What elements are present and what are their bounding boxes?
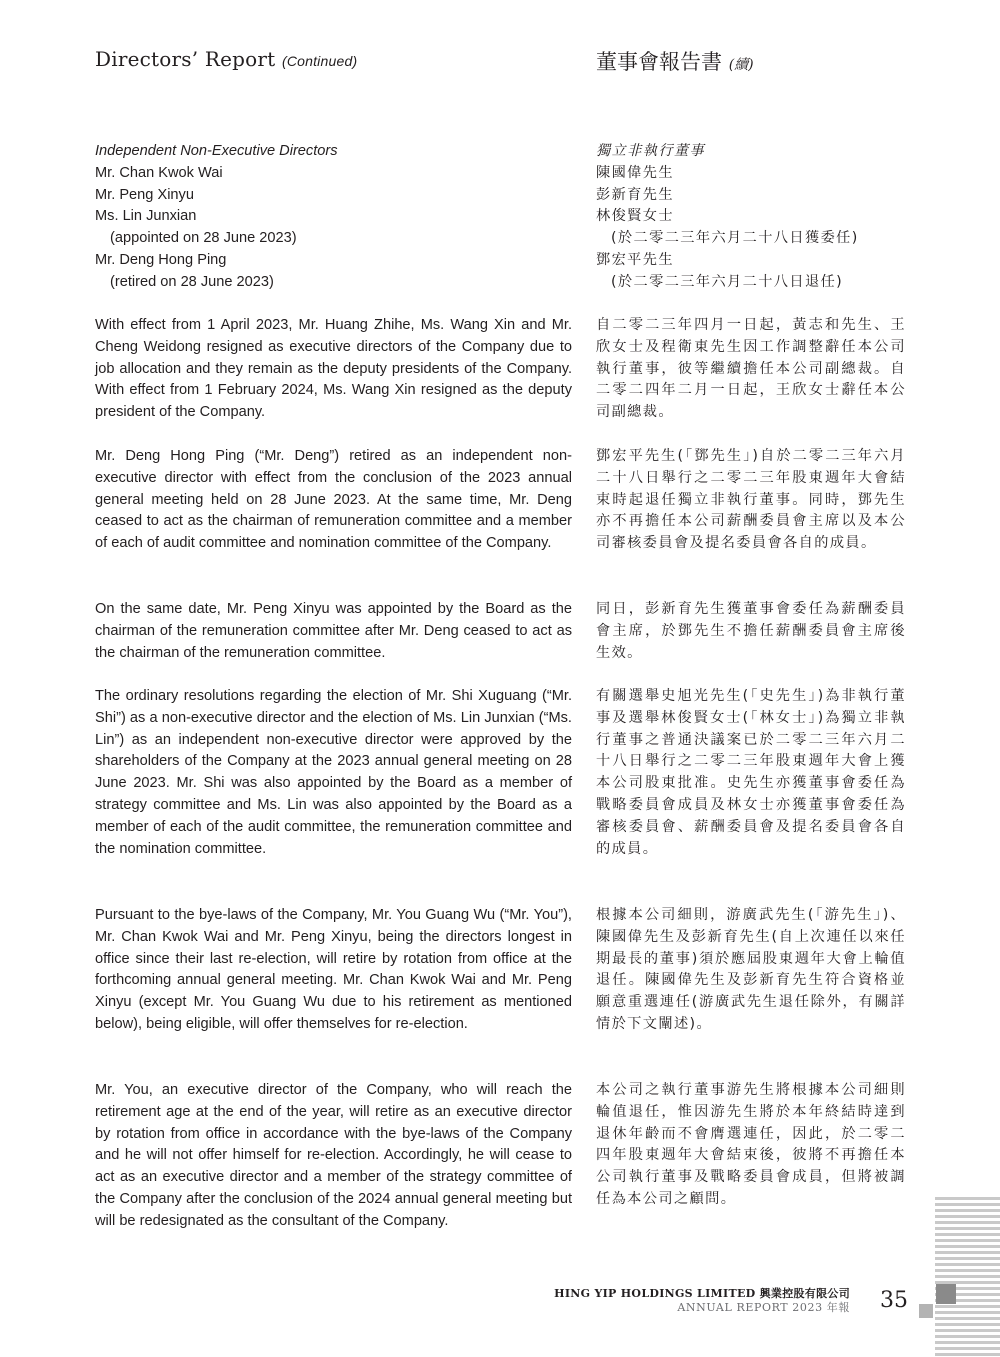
header-continued-zh: (續): [728, 57, 754, 73]
director-line: Mr. Deng Hong Ping: [95, 251, 227, 268]
paragraph-zh-3: 同日，彭新育先生獲董事會委任為薪酬委員會主席，於鄧先生不擔任薪酬委員會主席後生效。: [596, 601, 906, 661]
director-note: (retired on 28 June 2023): [110, 273, 274, 290]
page-header-en: [95, 47, 357, 71]
paragraph-zh-4: 有關選舉史旭光先生(「史先生」)為非執行董事及選舉林俊賢女士(「林女士」)為獨立非執行董事之普通決議案已於二零二三年六月二十八日舉行之二零二三年股東週年大會上獲本公司股東批准。史先生亦獲董事會委任為戰略委員會成員及林女士亦獲董事會委任為審核委員會、薪酬委員會及提名委員會各自的成員。: [596, 688, 906, 857]
director-note: (appointed on 28 June 2023): [110, 230, 297, 247]
footer-company-name: HING YIP HOLDINGS LIMITED 興業控股有限公司: [554, 1287, 850, 1300]
decorative-square: [936, 1284, 956, 1304]
header-title-en: Directors’ Report: [95, 47, 276, 71]
directors-list-en: [95, 141, 572, 294]
decorative-stripes: [935, 1197, 1000, 1357]
directors-heading-en: Independent Non-Executive Directors: [95, 143, 338, 159]
paragraph-zh-1: 自二零二三年四月一日起，黃志和先生、王欣女士及程衛東先生因工作調整辭任本公司執行董事，彼等繼續擔任本公司副總裁。自二零二四年二月一日起，王欣女士辭任本公司副總裁。: [596, 317, 906, 421]
paragraph-en-2: Mr. Deng Hong Ping (“Mr. Deng”) retired as an independent non-executive director with effect from the conclusion of the 2023 annual general meeting held on 28 June 2023. At the same time, Mr. Deng ceased to act as the chairman of remuneration committee and a member of each of audit committee and nomination committee of the Company.: [95, 448, 572, 552]
page-number: 35: [880, 1288, 908, 1313]
director-line: 彭新育先生: [596, 186, 674, 203]
header-continued-en: (Continued): [281, 53, 358, 69]
director-line: Mr. Peng Xinyu: [95, 186, 194, 203]
director-line: 鄧宏平先生: [596, 251, 674, 268]
paragraph-zh-2: 鄧宏平先生(「鄧先生」)自於二零二三年六月二十八日舉行之二零二三年股東週年大會結束時起退任獨立非執行董事。同時，鄧先生亦不再擔任本公司薪酬委員會主席以及本公司審核委員會及提名委員會各自的成員。: [596, 448, 906, 552]
decorative-square: [919, 1304, 933, 1318]
directors-list-zh: [596, 141, 906, 294]
paragraph-zh-6: 本公司之執行董事游先生將根據本公司細則輪值退任，惟因游先生將於本年終結時達到退休年齡而不會膺選連任，因此，於二零二四年股東週年大會結束後，彼將不再擔任本公司執行董事及戰略委員會成員，但將被調任為本公司之顧問。: [596, 1082, 906, 1207]
director-note: (於二零二三年六月二十八日獲委任): [611, 230, 859, 247]
paragraph-zh-5: 根據本公司細則，游廣武先生(「游先生」)、陳國偉先生及彭新育先生(自上次連任以來任期最長的董事)須於應屆股東週年大會上輪值退任。陳國偉先生及彭新育先生符合資格並願意重選連任(游廣武先生退任除外，有關詳情於下文闡述)。: [596, 907, 906, 1032]
header-title-zh: 董事會報告書: [596, 50, 722, 74]
director-note: (於二零二三年六月二十八日退任): [611, 273, 844, 290]
footer-report-title: ANNUAL REPORT 2023 年報: [677, 1301, 850, 1314]
director-line: Ms. Lin Junxian: [95, 208, 197, 225]
page-header-zh: [596, 46, 754, 76]
paragraph-en-1: With effect from 1 April 2023, Mr. Huang Zhihe, Ms. Wang Xin and Mr. Cheng Weidong resigned as executive directors of the Company due to job allocation and they remain as the deputy presidents of the Company. With effect from 1 February 2024, Ms. Wang Xin resigned as the deputy president of the Company.: [95, 317, 572, 421]
paragraph-en-6: Mr. You, an executive director of the Company, who will reach the retirement age at the end of the year, will retire as an executive director by rotation from office in accordance with the bye-laws of the Company and he will not offer himself for re-election. Accordingly, he will cease to act as an executive director and a member of the strategy committee of the Company after the conclusion of the 2024 annual general meeting but will be redesignated as the consultant of the Company.: [95, 1082, 572, 1229]
director-line: 陳國偉先生: [596, 164, 674, 181]
director-line: 林俊賢女士: [596, 208, 674, 225]
paragraph-en-4: The ordinary resolutions regarding the election of Mr. Shi Xuguang (“Mr. Shi”) as a non-executive director and the election of Ms. Lin Junxian (“Ms. Lin”) as an independent non-executive director were approved by the shareholders of the Company at the 2023 annual general meeting on 28 June 2023. Mr. Shi was also appointed by the Board as a member of strategy committee and Ms. Lin was also appointed by the Board as a member of each of the audit committee, the remuneration committee and the nomination committee.: [95, 688, 572, 857]
director-line: Mr. Chan Kwok Wai: [95, 164, 223, 181]
directors-heading-zh: 獨立非執行董事: [596, 143, 706, 159]
paragraph-en-3: On the same date, Mr. Peng Xinyu was appointed by the Board as the chairman of the remuneration committee after Mr. Deng ceased to act as the chairman of the remuneration committee.: [95, 601, 572, 661]
paragraph-en-5: Pursuant to the bye-laws of the Company, Mr. You Guang Wu (“Mr. You”), Mr. Chan Kwok Wai and Mr. Peng Xinyu, being the directors longest in office since their last re-election, will retire by rotation from office at the forthcoming annual general meeting. Mr. Chan Kwok Wai and Mr. Peng Xinyu (except Mr. You Guang Wu due to his retirement as mentioned below), being eligible, will offer themselves for re-election.: [95, 907, 572, 1032]
